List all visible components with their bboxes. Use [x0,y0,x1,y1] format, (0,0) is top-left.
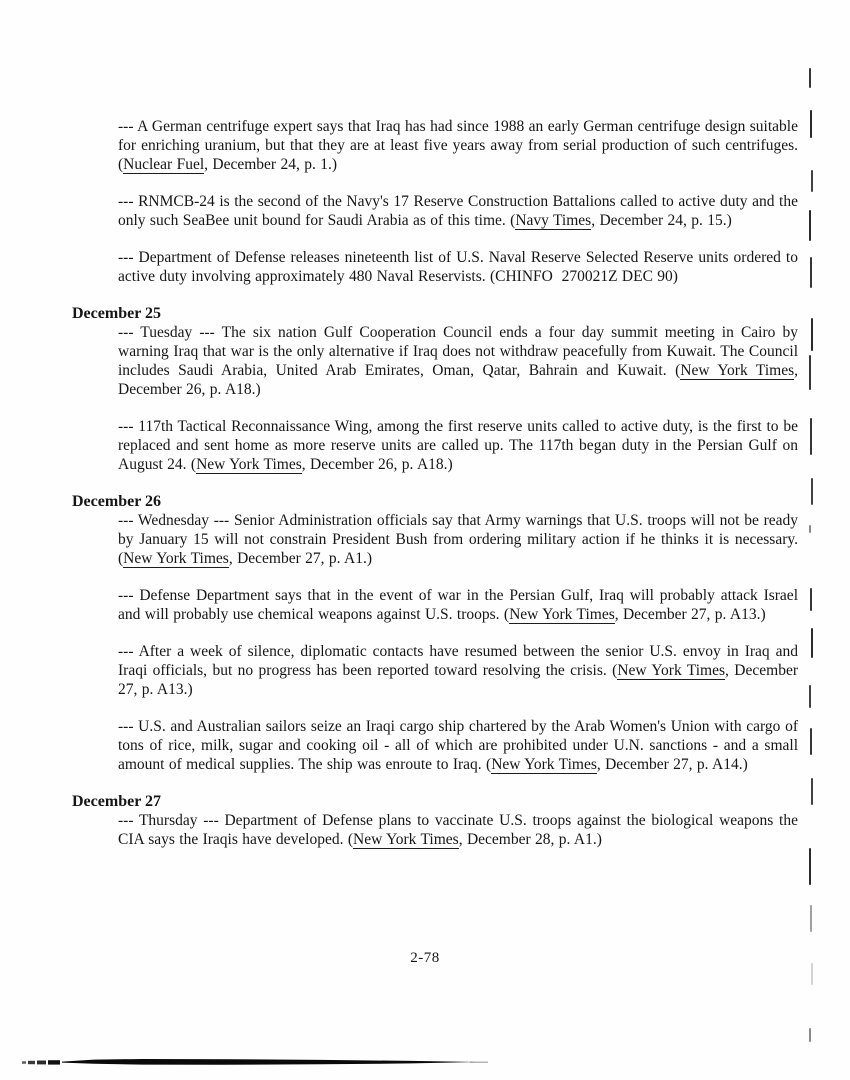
scan-artifact-mark [809,685,811,708]
entry-text: , December 27, p. A14.) [596,756,748,773]
scan-artifact-mark [811,170,813,192]
entry-text: --- After a week of silence, diplomatic contacts have resumed between the senior U.S. envoy in Iraq and Iraqi officials, but no progress has been reported toward resolving the crisis. ( [118,643,798,679]
entry-paragraph [118,323,798,399]
scan-artifact-mark [809,210,811,241]
source-citation: New York Times [491,756,597,773]
entry-text: --- U.S. and Australian sailors seize an Iraqi cargo ship chartered by the Arab Women's Union with cargo of tons of rice, milk, sugar and cooking oil - all of which are prohibited under U.N. sanctions - and a small amount of medical supplies. The ship was enroute to Iraq. ( [118,718,798,773]
scan-artifact-mark [809,525,811,533]
entry-paragraph [118,248,798,286]
scan-artifact-mark [810,588,812,611]
entry-text: --- Thursday --- Department of Defense plans to vaccinate U.S. troops against the biological weapons the CIA says the Iraqis have developed. ( [118,812,798,848]
scan-artifact-mark [809,68,811,88]
entry-paragraph [118,642,798,699]
date-heading: December 26 [72,493,161,510]
entry-paragraph [118,811,798,849]
source-citation: New York Times [123,550,229,567]
scan-artifact-mark [810,110,812,138]
entry-text: --- Tuesday --- The six nation Gulf Cooperation Council ends a four day summit meeting in Cairo by warning Iraq that war is the only alternative if Iraq does not withdraw peacefully from Kuwait. The Council includes Saudi Arabia, United Arab Emirates, Oman, Qatar, Bahrain and Kuwait. ( [118,324,798,379]
document-content [72,117,798,867]
date-heading: December 27 [72,793,161,810]
source-citation: New York Times [196,456,302,473]
entry-text: , December 27, p. A1.) [228,550,373,567]
scan-streak-artifact [22,1056,492,1070]
entry-paragraph [118,117,798,174]
entry-text: , December 24, p. 15.) [591,212,732,229]
entry-text: --- Wednesday --- Senior Administration officials say that Army warnings that U.S. troops will not be ready by January 15 will not constrain President Bush from ordering military action if he thinks it is necessary. ( [118,512,798,567]
scan-artifact-mark [810,257,812,288]
scan-artifact-mark [809,1028,811,1042]
scan-artifact-mark [810,905,812,932]
entry-text: --- RNMCB-24 is the second of the Navy's 17 Reserve Construction Battalions called to active duty and the only such SeaBee unit bound for Saudi Arabia as of this time. ( [118,193,798,229]
entry-text: --- Defense Department says that in the event of war in the Persian Gulf, Iraq will probably attack Israel and will probably use chemical weapons against U.S. troops. ( [118,587,798,623]
entry-paragraph [118,511,798,568]
entry-text: , December 26, p. A18.) [301,456,453,473]
page-number: 2-78 [410,950,440,966]
scan-artifact-mark [811,963,813,985]
source-citation: New York Times [509,606,615,623]
entry-text: --- Department of Defense releases nineteenth list of U.S. Naval Reserve Selected Reserve units ordered to active duty involving approximately 480 Naval Reservists. (CHINFO 270021Z DEC 90) [118,249,798,285]
source-citation: Nuclear Fuel [123,156,205,173]
entry-paragraph [118,192,798,230]
source-citation: New York Times [617,662,726,679]
scan-artifact-mark [809,355,811,390]
entry-text: , December 27, p. A13.) [118,662,798,698]
source-citation: New York Times [680,362,795,379]
entry-text: , December 28, p. A1.) [458,831,602,848]
entry-text: --- A German centrifuge expert says that Iraq has had since 1988 an early German centrifuge design suitable for enriching uranium, but that they are at least five years away from serial production of such centrifuges. ( [118,118,798,173]
scan-artifact-mark [811,318,813,351]
entry-text: , December 24, p. 1.) [204,156,337,173]
source-citation: New York Times [353,831,459,848]
scan-artifact-mark [810,728,812,755]
source-citation: Navy Times [515,212,592,229]
scan-artifact-mark [811,778,813,805]
scan-artifact-mark [809,848,811,885]
entry-paragraph [118,417,798,474]
entry-paragraph [118,586,798,624]
entry-text: --- 117th Tactical Reconnaissance Wing, among the first reserve units called to active duty, is the first to be replaced and sent home as more reserve units are called up. The 117th began duty in the Persian Gulf on August 24. ( [118,418,798,473]
entry-text: , December 27, p. A13.) [614,606,766,623]
scan-artifact-mark [811,628,813,658]
entry-text: , December 26, p. A18.) [118,362,798,398]
scan-artifact-mark [811,478,813,505]
date-heading: December 25 [72,305,161,322]
entry-paragraph [118,717,798,774]
scan-artifact-mark [810,418,812,455]
